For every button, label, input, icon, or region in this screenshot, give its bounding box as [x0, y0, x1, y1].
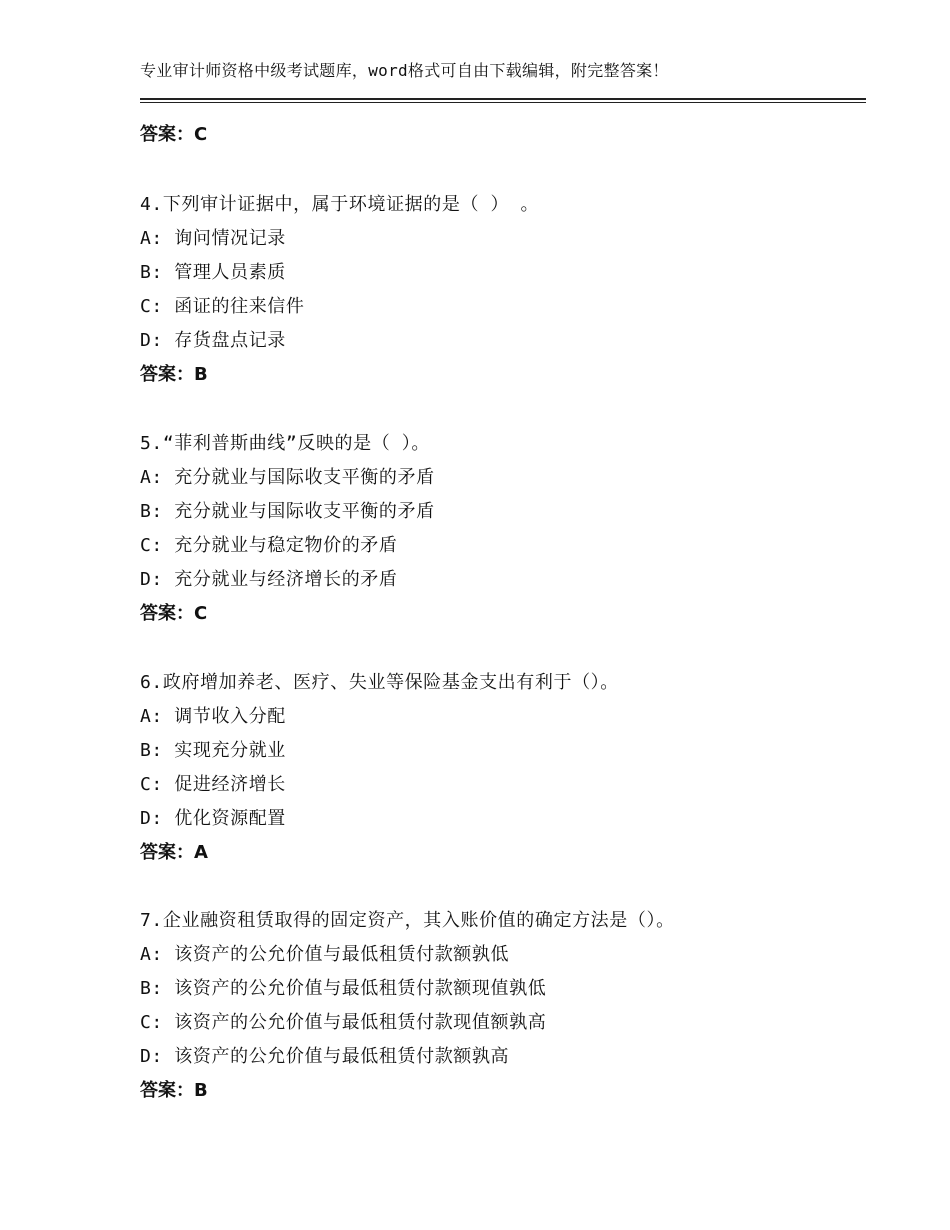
option-b: B: 该资产的公允价值与最低租赁付款额现值孰低: [140, 978, 547, 999]
answer-label: 答案：B: [140, 364, 208, 385]
page-header: 专业审计师资格中级考试题库，word格式可自由下载编辑，附完整答案！: [140, 61, 669, 80]
question-stem: 7.企业融资租赁取得的固定资产，其入账价值的确定方法是（）。: [140, 910, 675, 931]
option-c: C: 促进经济增长: [140, 774, 286, 795]
previous-answer: 答案：C: [140, 124, 208, 145]
option-a: A: 充分就业与国际收支平衡的矛盾: [140, 467, 435, 488]
header-rule-thick: [140, 98, 866, 100]
option-c: C: 函证的往来信件: [140, 296, 305, 317]
option-a: A: 调节收入分配: [140, 706, 286, 727]
option-d: D: 该资产的公允价值与最低租赁付款额孰高: [140, 1046, 510, 1067]
answer-label: 答案：B: [140, 1080, 208, 1101]
option-b: B: 管理人员素质: [140, 262, 286, 283]
option-b: B: 充分就业与国际收支平衡的矛盾: [140, 501, 435, 522]
answer-label: 答案：A: [140, 842, 208, 863]
question-stem: 5.“菲利普斯曲线”反映的是（ ）。: [140, 433, 430, 454]
option-c: C: 该资产的公允价值与最低租赁付款现值额孰高: [140, 1012, 547, 1033]
answer-label: 答案：C: [140, 603, 208, 624]
option-a: A: 该资产的公允价值与最低租赁付款额孰低: [140, 944, 510, 965]
option-a: A: 询问情况记录: [140, 228, 286, 249]
question-stem: 6.政府增加养老、医疗、失业等保险基金支出有利于（）。: [140, 672, 619, 693]
option-d: D: 存货盘点记录: [140, 330, 286, 351]
option-c: C: 充分就业与稳定物价的矛盾: [140, 535, 398, 556]
option-d: D: 充分就业与经济增长的矛盾: [140, 569, 398, 590]
option-b: B: 实现充分就业: [140, 740, 286, 761]
header-rule-thin: [140, 102, 866, 103]
option-d: D: 优化资源配置: [140, 808, 286, 829]
question-stem: 4.下列审计证据中，属于环境证据的是（ ） 。: [140, 194, 540, 215]
